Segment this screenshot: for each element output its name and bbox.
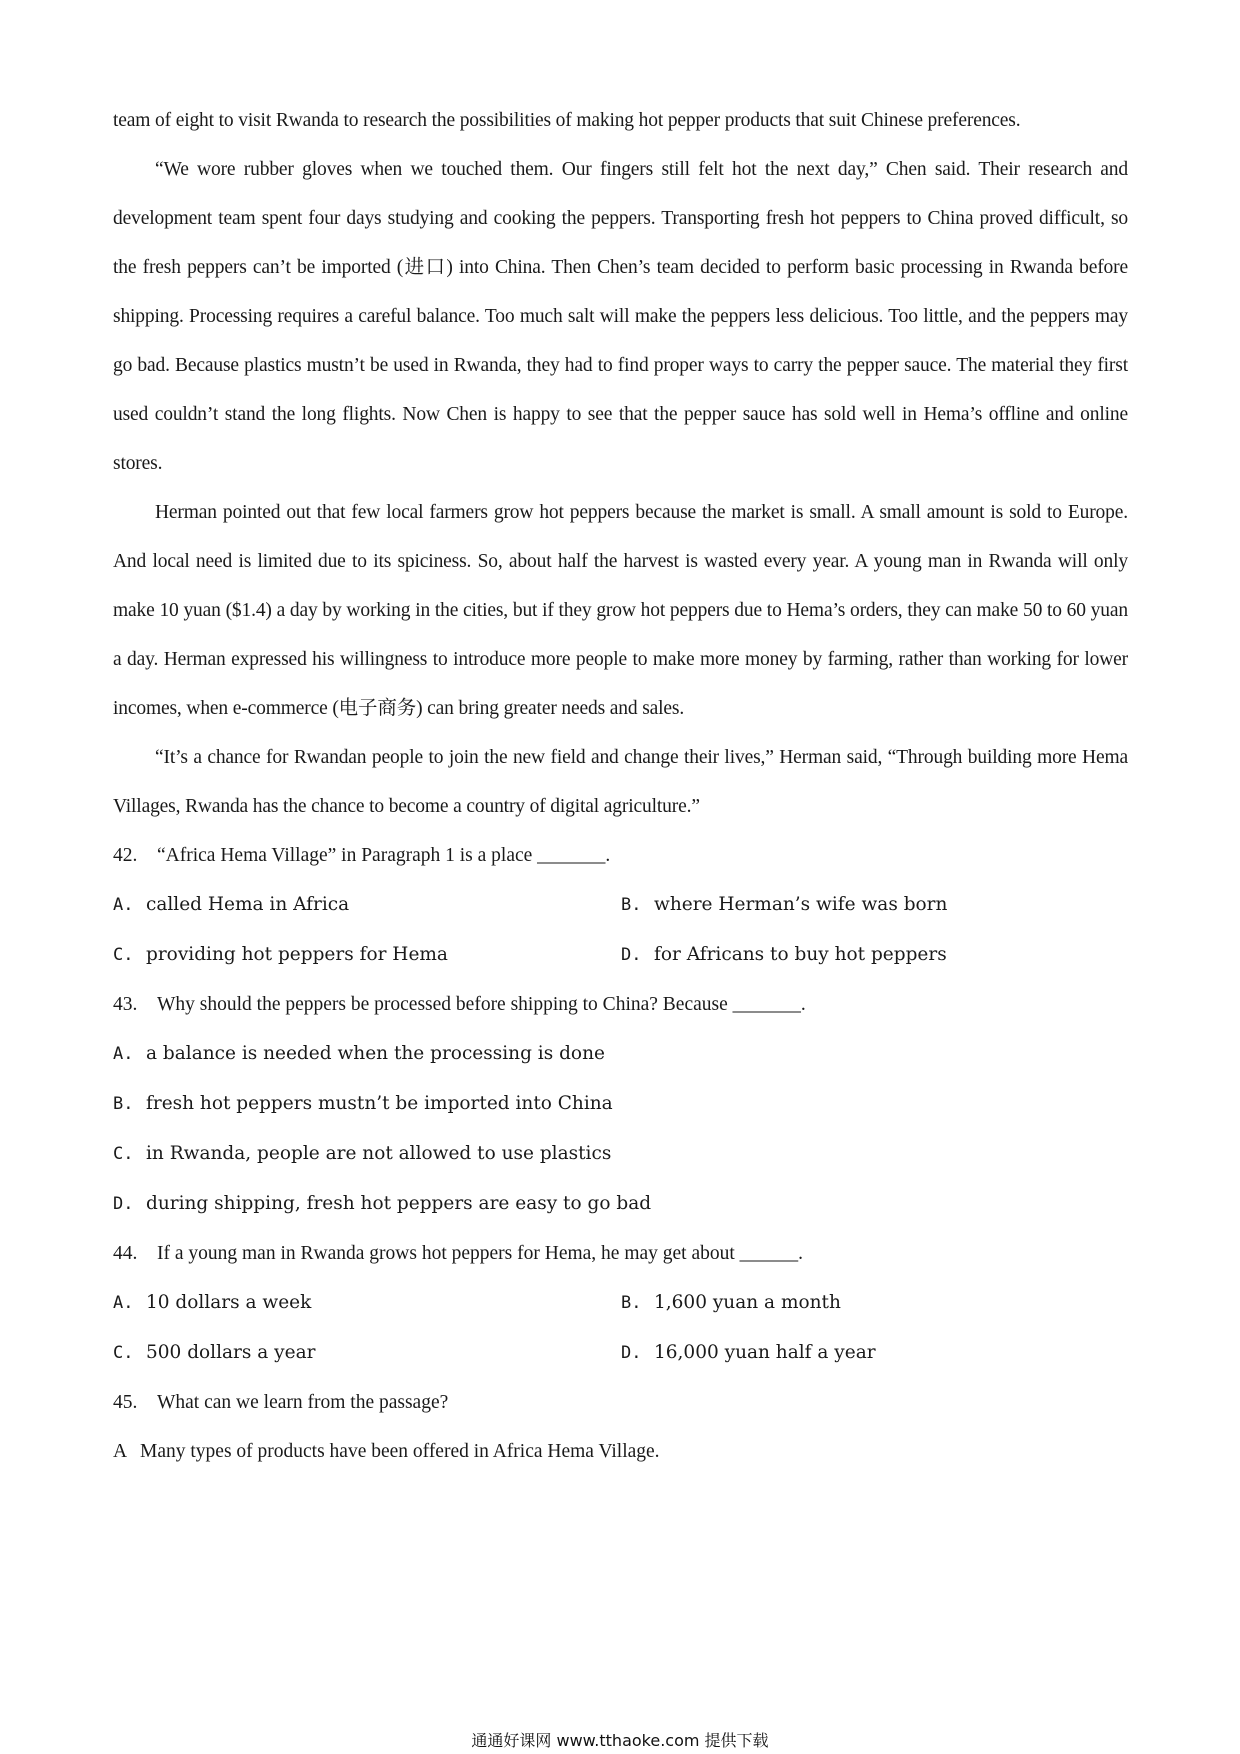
option-c bbox=[113, 1328, 621, 1378]
question-42 bbox=[113, 831, 1128, 880]
passage-paragraph-2: “We wore rubber gloves when we touched them. Our fingers still felt hot the next day,” Chen said. Their research and development team spent four days studying and cooking the peppers. Transporting fresh hot peppers to China proved difficult, so the fresh peppers can’t be imported (进口) into China. Then Chen’s team decided to perform basic processing in Rwanda before shipping. Processing requires a careful balance. Too much salt will make the peppers less delicious. Too little, and the peppers may go bad. Because plastics mustn’t be used in Rwanda, they had to find proper ways to carry the pepper sauce. The material they first used couldn’t stand the long flights. Now Chen is happy to see that the pepper sauce has sold well in Hema’s offline and online stores. bbox=[113, 159, 1128, 474]
option-letter: A. bbox=[113, 1293, 134, 1313]
option-d bbox=[621, 930, 1129, 980]
question-number: 43. bbox=[113, 994, 138, 1015]
option-letter: B. bbox=[113, 1094, 134, 1114]
option-d bbox=[621, 1328, 1129, 1378]
option-letter: C. bbox=[113, 1343, 134, 1363]
question-number: 42. bbox=[113, 845, 138, 866]
option-a bbox=[113, 1278, 621, 1328]
question-stem: Why should the peppers be processed before shipping to China? Because _______. bbox=[157, 994, 806, 1015]
option-text: fresh hot peppers mustn’t be imported into China bbox=[146, 1093, 613, 1114]
option-letter: D. bbox=[621, 945, 642, 965]
question-45 bbox=[113, 1378, 1128, 1427]
option-b bbox=[113, 1079, 1129, 1129]
option-text: 1,600 yuan a month bbox=[654, 1292, 841, 1313]
option-b bbox=[621, 880, 1129, 930]
question-stem: If a young man in Rwanda grows hot peppers for Hema, he may get about ______. bbox=[157, 1243, 804, 1264]
option-text: where Herman’s wife was born bbox=[654, 894, 948, 915]
option-b bbox=[621, 1278, 1129, 1328]
option-text: during shipping, fresh hot peppers are easy to go bad bbox=[146, 1193, 652, 1214]
option-text: 500 dollars a year bbox=[146, 1342, 316, 1363]
passage-paragraph-3: Herman pointed out that few local farmers grow hot peppers because the market is small. A small amount is sold to Europe. And local need is limited due to its spiciness. So, about half the harvest is wasted every year. A young man in Rwanda will only make 10 yuan ($1.4) a day by working in the cities, but if they grow hot peppers due to Hema’s orders, they can make 50 to 60 yuan a day. Herman expressed his willingness to introduce more people to make more money by farming, rather than working for lower incomes, when e-commerce (电子商务) can bring greater needs and sales. bbox=[113, 502, 1128, 719]
option-text: for Africans to buy hot peppers bbox=[654, 944, 947, 965]
question-43-options bbox=[113, 1029, 1128, 1229]
question-43 bbox=[113, 980, 1128, 1029]
question-number: 45. bbox=[113, 1392, 138, 1413]
option-letter: B. bbox=[621, 1293, 642, 1313]
option-letter: A. bbox=[113, 1044, 134, 1064]
option-text: 16,000 yuan half a year bbox=[654, 1342, 876, 1363]
option-letter: D. bbox=[113, 1194, 134, 1214]
option-d bbox=[113, 1179, 1129, 1229]
question-stem: What can we learn from the passage? bbox=[157, 1392, 449, 1413]
option-letter: C. bbox=[113, 1144, 134, 1164]
option-text: called Hema in Africa bbox=[146, 894, 350, 915]
option-letter: C. bbox=[113, 945, 134, 965]
option-letter: A. bbox=[113, 895, 134, 915]
question-number: 44. bbox=[113, 1243, 138, 1264]
option-c bbox=[113, 1129, 1129, 1179]
question-44 bbox=[113, 1229, 1128, 1278]
passage-paragraph-1: team of eight to visit Rwanda to research the possibilities of making hot pepper products that suit Chinese preferences. bbox=[113, 110, 1021, 131]
option-a bbox=[113, 880, 621, 930]
option-letter: A bbox=[113, 1441, 128, 1462]
option-letter: B. bbox=[621, 895, 642, 915]
option-a bbox=[113, 1029, 1129, 1079]
option-c bbox=[113, 930, 621, 980]
option-text: in Rwanda, people are not allowed to use plastics bbox=[146, 1143, 612, 1164]
passage-paragraph-4: “It’s a chance for Rwandan people to join the new field and change their lives,” Herman said, “Through building more Hema Villages, Rwanda has the chance to become a country of digital agriculture.” bbox=[113, 747, 1128, 817]
question-44-options bbox=[113, 1278, 1128, 1378]
option-letter: D. bbox=[621, 1343, 642, 1363]
option-text: a balance is needed when the processing is done bbox=[146, 1043, 605, 1064]
option-text: 10 dollars a week bbox=[146, 1292, 312, 1313]
document-page bbox=[113, 96, 1128, 1476]
option-text: Many types of products have been offered in Africa Hema Village. bbox=[140, 1441, 660, 1462]
page-footer: 通通好课网 www.tthaoke.com 提供下载 bbox=[471, 1731, 769, 1750]
option-a bbox=[113, 1427, 1128, 1476]
question-42-options bbox=[113, 880, 1128, 980]
question-stem: “Africa Hema Village” in Paragraph 1 is a place _______. bbox=[157, 845, 611, 866]
option-text: providing hot peppers for Hema bbox=[146, 944, 448, 965]
